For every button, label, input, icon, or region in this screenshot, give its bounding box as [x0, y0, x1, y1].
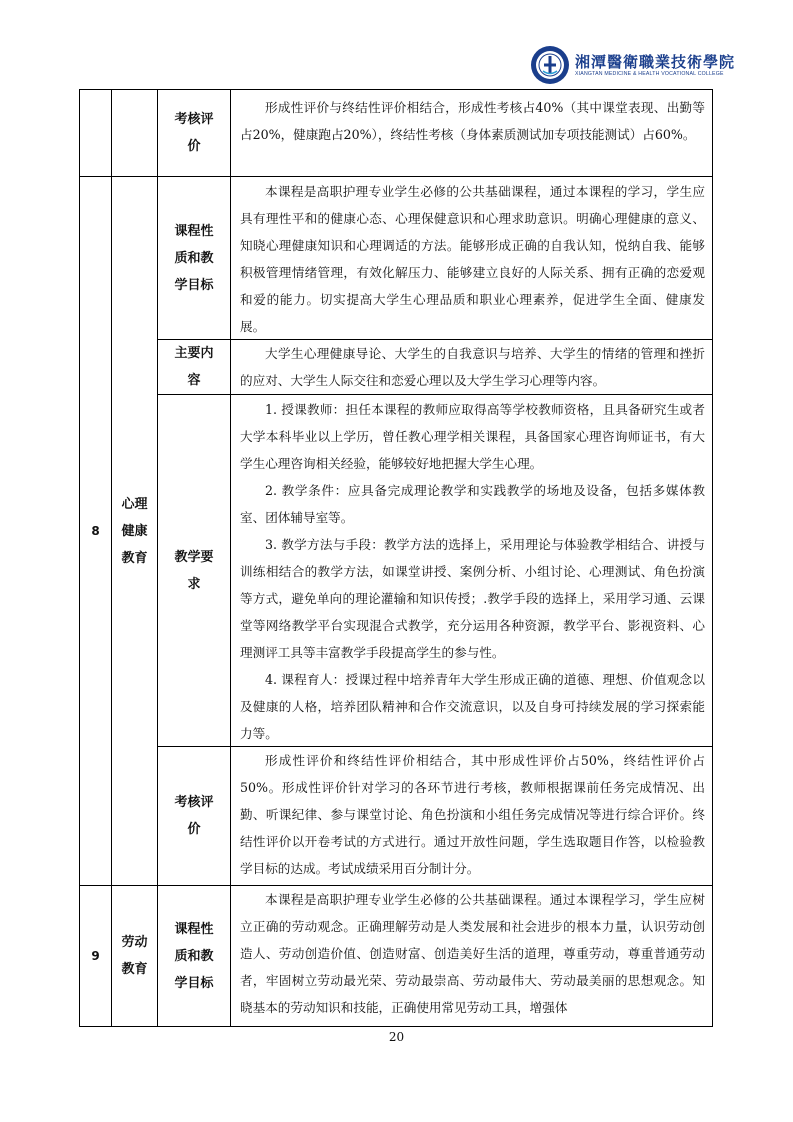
requirement-item: 1. 授课教师：担任本课程的教师应取得高等学校教师资格，且具备研究生或者大学本科毕业以上学历，曾任教心理学相关课程，具备国家心理咨询师证书，有大学生心理咨询相关经验，能够较好地把握大学生心理。: [240, 402, 705, 471]
school-seal-icon: [530, 45, 570, 85]
school-logo: [530, 45, 748, 85]
school-name-cn: 湘潭醫衛職業技術學院: [575, 53, 736, 71]
course-name: 心理健康教育: [121, 496, 148, 566]
assessment-text: 形成性评价和终结性评价相结合，其中形成性评价占50%，终结性评价占50%。形成性评价针对学习的各环节进行考核，教师根据课前任务完成情况、出勤、听课纪律、参与课堂讨论、角色扮演和小组任务完成情况等进行综合评价。终结性评价以开卷考试的方式进行。通过开放性问题，学生选取题目作答，以检验教学目标的达成。考试成绩采用百分制计分。: [240, 753, 705, 876]
school-name-en: XIANGTAN MEDICINE & HEALTH VOCATIONAL COLLEGE: [575, 71, 724, 77]
row-label-nature-goals: 课程性质和教学目标: [174, 921, 214, 991]
course-number: 9: [91, 948, 100, 963]
teaching-requirements-list: [240, 396, 705, 747]
nature-goals-text: 本课程是高职护理专业学生必修的公共基础课程，通过本课程的学习，学生应具有理性平和的健康心态、心理保健意识和心理求助意识。明确心理健康的意义、知晓心理健康知识和心理调适的方法。能够形成正确的自我认知，悦纳自我、能够积极管理情绪管理，有效化解压力、能够建立良好的人际关系、拥有正确的恋爱观和爱的能力。切实提高大学生心理品质和职业心理素养，促进学生全面、健康发展。: [240, 184, 705, 334]
course-name: 劳动教育: [121, 935, 148, 977]
row-label-nature-goals: 课程性质和教学目标: [174, 223, 214, 293]
row-label-main-content: 主要内容: [174, 346, 214, 388]
row-label-assessment: 考核评价: [174, 112, 214, 154]
nature-goals-text: 本课程是高职护理专业学生必修的公共基础课程。通过本课程学习，学生应树立正确的劳动观念。正确理解劳动是人类发展和社会进步的根本力量，认识劳动创造人、劳动创造价值、创造财富、创造美好生活的道理，尊重劳动，尊重普通劳动者，牢固树立劳动最光荣、劳动最崇高、劳动最伟大、劳动最美丽的思想观念。知晓基本的劳动知识和技能，正确使用常见劳动工具，增强体: [240, 892, 705, 1015]
row-label-teaching-requirements: 教学要求: [174, 549, 214, 592]
main-content-text: 大学生心理健康导论、大学生的自我意识与培养、大学生的情绪的管理和挫折的应对、大学生人际交往和恋爱心理以及大学生学习心理等内容。: [240, 346, 705, 388]
assessment-text: 形成性评价与终结性评价相结合，形成性考核占40%（其中课堂表现、出勤等占20%，健康跑占20%），终结性考核（身体素质测试加专项技能测试）占60%。: [240, 100, 705, 142]
course-number: 8: [91, 523, 100, 538]
page-number: 20: [388, 1030, 405, 1044]
requirement-item: 4. 课程育人：授课过程中培养青年大学生形成正确的道德、理想、价值观念以及健康的人格，培养团队精神和合作交流意识，以及自身可持续发展的学习探索能力等。: [240, 672, 705, 741]
requirement-item: 3. 教学方法与手段：教学方法的选择上，采用理论与体验教学相结合、讲授与训练相结合的教学方法，如课堂讲授、案例分析、小组讨论、心理测试、角色扮演等方式，避免单向的理论灌输和知识传授；.教学手段的选择上，采用学习通、云课堂等网络教学平台实现混合式教学，充分运用各种资源，教学平台、影视资料、心理测评工具等丰富教学手段提高学生的参与性。: [240, 537, 705, 660]
row-label-assessment: 考核评价: [174, 795, 214, 837]
requirement-item: 2. 教学条件：应具备完成理论教学和实践教学的场地及设备，包括多媒体教室、团体辅导室等。: [240, 483, 705, 525]
